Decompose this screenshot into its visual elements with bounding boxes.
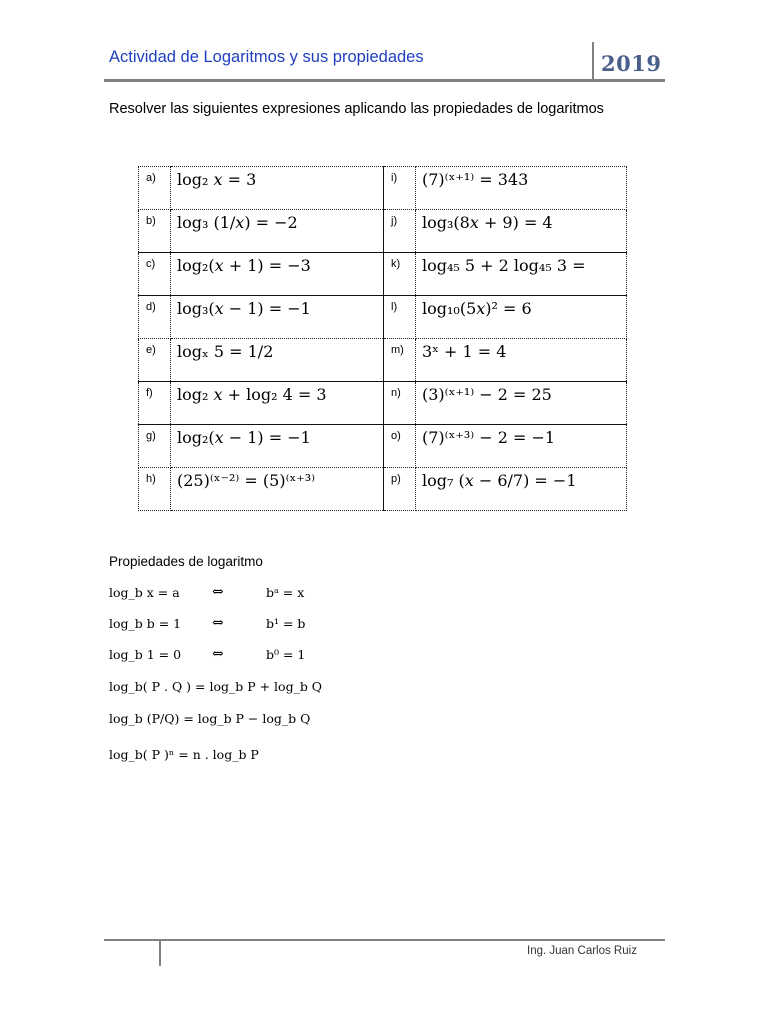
property-eq-1-right: bᵃ = x (266, 585, 305, 600)
properties-title: Propiedades de logaritmo (109, 554, 263, 569)
exercise-label: d) (139, 296, 171, 339)
exercise-row (139, 296, 627, 339)
property-eq-3-right: b⁰ = 1 (266, 647, 306, 662)
exercise-label: a) (139, 167, 171, 210)
exercise-row (139, 167, 627, 210)
document-title: Actividad de Logaritmos y sus propiedades (109, 48, 424, 66)
exercise-label: l) (384, 296, 416, 339)
exercise-expression: log₇ (𝑥 − 6/7) = −1 (416, 468, 627, 511)
footer-horizontal-rule (104, 939, 665, 941)
document-year: 2019 (601, 51, 662, 76)
exercise-expression: log₂ 𝑥 + log₂ 4 = 3 (171, 382, 384, 425)
exercise-label: m) (384, 339, 416, 382)
exercise-label: e) (139, 339, 171, 382)
property-eq-1-arrow: ⇔ (212, 584, 224, 600)
property-quotient-rule: log_b (P/Q) = log_b P − log_b Q (109, 711, 311, 726)
exercise-expression: log₃(𝑥 − 1) = −1 (171, 296, 384, 339)
exercise-label: f) (139, 382, 171, 425)
exercise-expression: (7)⁽ˣ⁺¹⁾ = 343 (416, 167, 627, 210)
property-product-rule: log_b( P . Q ) = log_b P + log_b Q (109, 679, 323, 694)
exercise-expression: log₄₅ 5 + 2 log₄₅ 3 = (416, 253, 627, 296)
footer-vertical-rule (159, 940, 161, 966)
instructions: Resolver las siguientes expresiones aplicando las propiedades de logaritmos (109, 101, 604, 117)
exercise-expression: log₃(8𝑥 + 9) = 4 (416, 210, 627, 253)
exercise-expression: (25)⁽ˣ⁻²⁾ = (5)⁽ˣ⁺³⁾ (171, 468, 384, 511)
exercise-row (139, 425, 627, 468)
exercise-label: g) (139, 425, 171, 468)
exercise-label: h) (139, 468, 171, 511)
exercise-row (139, 468, 627, 511)
exercise-expression: log₁₀(5𝑥)² = 6 (416, 296, 627, 339)
property-eq-3-arrow: ⇔ (212, 646, 224, 662)
footer-author: Ing. Juan Carlos Ruiz (527, 945, 637, 957)
exercise-expression: log₃ (1/𝑥) = −2 (171, 210, 384, 253)
exercise-expression: log₂(𝑥 + 1) = −3 (171, 253, 384, 296)
exercise-label: b) (139, 210, 171, 253)
exercise-row (139, 382, 627, 425)
exercise-expression: log₂ 𝑥 = 3 (171, 167, 384, 210)
exercise-label: i) (384, 167, 416, 210)
exercise-row (139, 339, 627, 382)
exercise-label: c) (139, 253, 171, 296)
exercise-expression: (7)⁽ˣ⁺³⁾ − 2 = −1 (416, 425, 627, 468)
header-vertical-rule (592, 42, 594, 80)
exercise-table (138, 166, 627, 511)
property-eq-2-left: log_b b = 1 (109, 616, 182, 631)
exercise-row (139, 253, 627, 296)
exercise-expression: (3)⁽ˣ⁺¹⁾ − 2 = 25 (416, 382, 627, 425)
exercise-expression: logₓ 5 = 1/2 (171, 339, 384, 382)
exercise-label: j) (384, 210, 416, 253)
exercise-expression: 3ˣ + 1 = 4 (416, 339, 627, 382)
exercise-row (139, 210, 627, 253)
property-eq-2-arrow: ⇔ (212, 615, 224, 631)
exercise-label: p) (384, 468, 416, 511)
exercise-expression: log₂(𝑥 − 1) = −1 (171, 425, 384, 468)
property-eq-3-left: log_b 1 = 0 (109, 647, 182, 662)
exercise-label: n) (384, 382, 416, 425)
property-power-rule: log_b( P )ⁿ = n . log_b P (109, 747, 259, 762)
header-horizontal-rule (104, 79, 665, 82)
exercise-label: k) (384, 253, 416, 296)
property-eq-2-right: b¹ = b (266, 616, 306, 631)
exercise-label: o) (384, 425, 416, 468)
property-eq-1-left: log_b x = a (109, 585, 180, 600)
